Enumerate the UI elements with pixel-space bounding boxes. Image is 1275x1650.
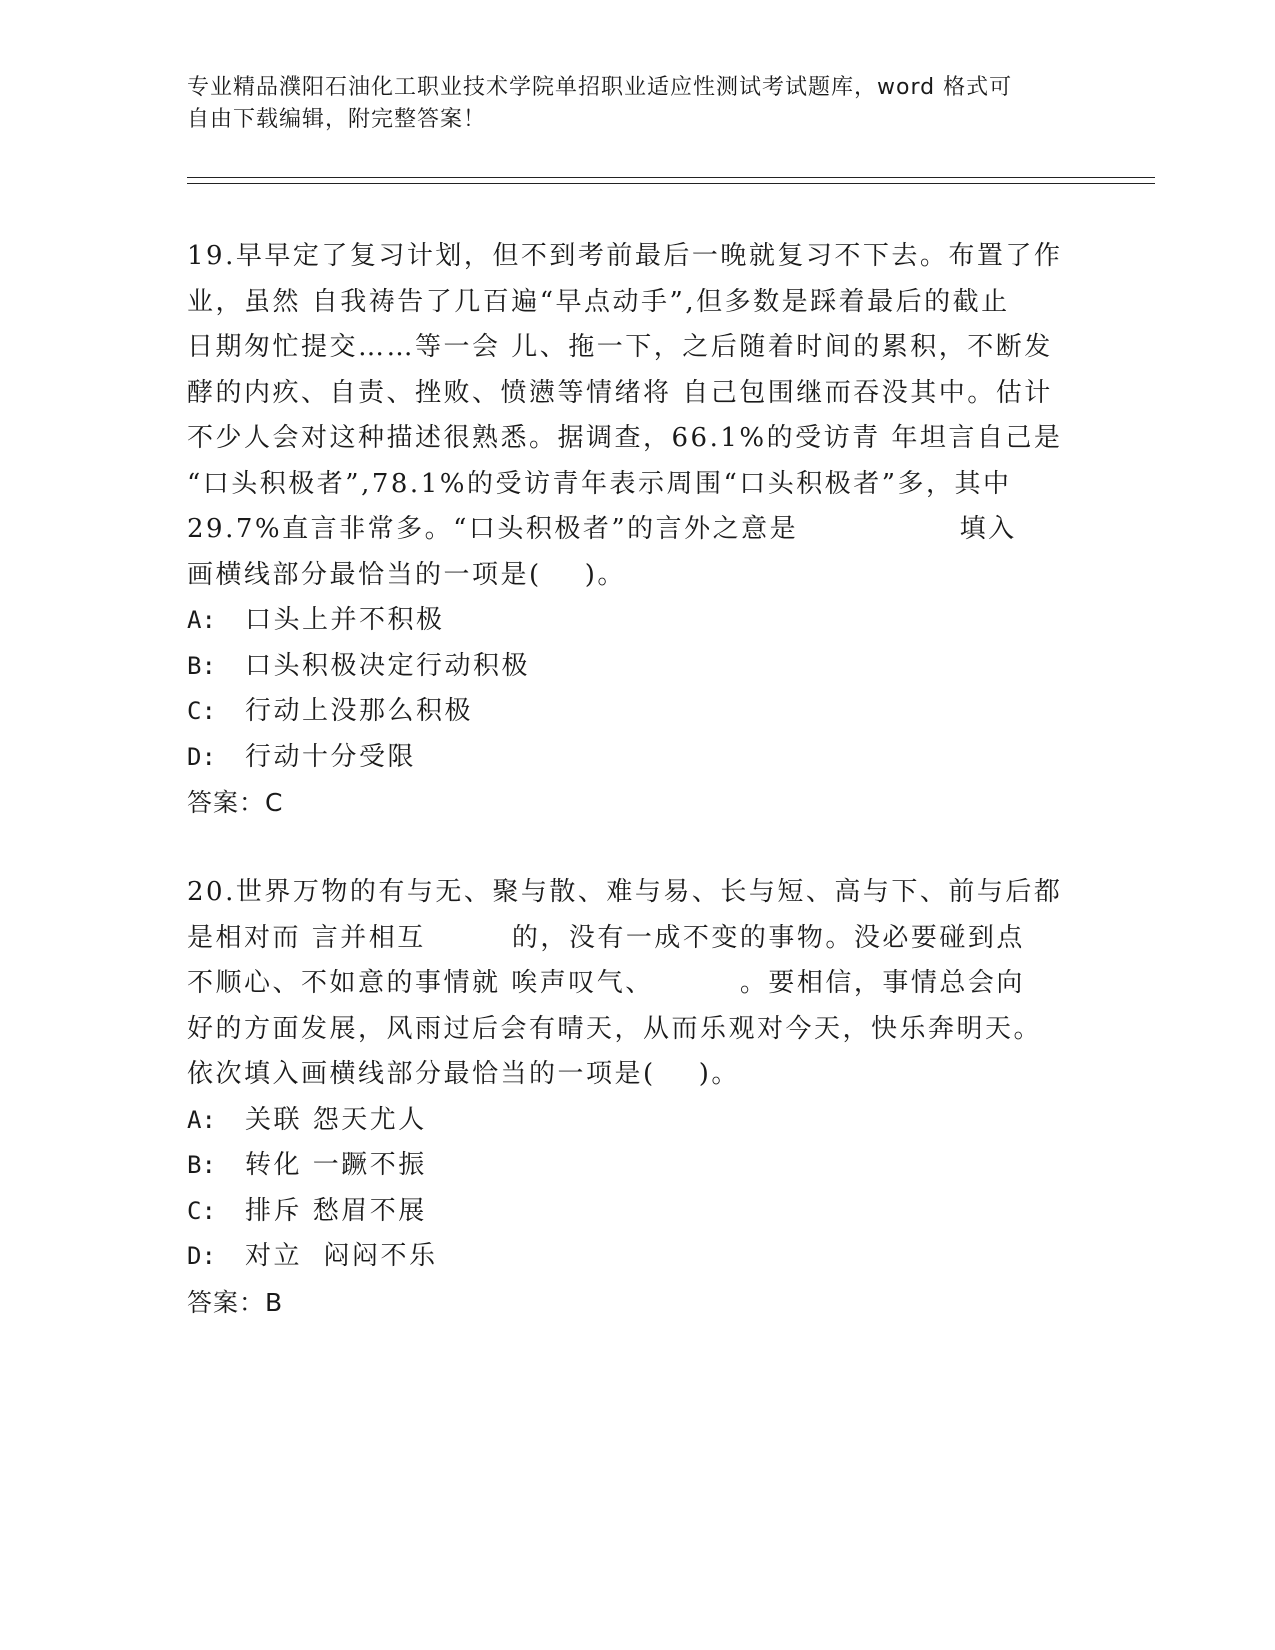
question-stem-line: 20.世界万物的有与无、聚与散、难与易、长与短、高与下、前与后都 (187, 877, 1063, 907)
header-divider-bottom (187, 183, 1155, 184)
option-letter: D: (187, 742, 216, 771)
question-stem-line: 不少人会对这种描述很熟悉。据调查，66.1%的受访青 年坦言自己是 (187, 423, 1063, 453)
question-stem-line: 是相对而 言并相互 的，没有一成不变的事物。没必要碰到点 (187, 922, 1025, 953)
option-letter: B: (187, 651, 216, 680)
option-letter: A: (187, 606, 216, 634)
question-stem-line: “口头积极者”,78.1%的受访青年表示周围“口头积极者”多，其中 (187, 468, 1012, 499)
question-20 (187, 870, 1087, 1325)
option-text: 关联 怨天尤人 (245, 1104, 427, 1135)
option-text: 口头积极决定行动积极 (245, 650, 531, 681)
option-text: 转化 一蹶不振 (245, 1150, 427, 1180)
answer-line: 答案：C (187, 788, 284, 817)
option-a (187, 1098, 1087, 1144)
option-text: 行动十分受限 (245, 741, 417, 772)
header-line-2: 自由下载编辑，附完整答案！ (187, 107, 487, 132)
option-d (187, 1234, 1087, 1280)
answer-line: 答案：B (187, 1287, 284, 1317)
option-b (187, 1143, 1087, 1189)
question-stem-line: 19.早早定了复习计划，但不到考前最后一晚就复习不下去。布置了作 (187, 241, 1063, 271)
question-19 (187, 234, 1087, 826)
option-b (187, 644, 1087, 690)
question-stem-line: 29.7%直言非常多。“口头积极者”的言外之意是 填入 (187, 514, 1017, 544)
option-letter: B: (187, 1151, 216, 1179)
question-stem-line: 酵的内疚、自责、挫败、愤懑等情绪将 自己包围继而吞没其中。估计 (187, 377, 1053, 408)
option-text: 对立 闷闷不乐 (245, 1241, 438, 1271)
option-letter: C: (187, 1196, 216, 1225)
option-letter: C: (187, 697, 216, 725)
option-text: 排斥 愁眉不展 (245, 1195, 427, 1226)
header-divider-top (187, 177, 1155, 178)
option-c (187, 1189, 1087, 1235)
option-c (187, 689, 1087, 735)
option-text: 口头上并不积极 (245, 605, 445, 635)
header-line-1: 专业精品濮阳石油化工职业技术学院单招职业适应性测试考试题库，word 格式可 (187, 75, 1013, 100)
question-stem-line: 依次填入画横线部分最恰当的一项是( )。 (187, 1059, 740, 1089)
option-text: 行动上没那么积极 (245, 696, 474, 726)
question-stem-line: 日期匆忙提交……等一会 儿、拖一下，之后随着时间的累积，不断发 (187, 332, 1053, 362)
question-stem-line: 不顺心、不如意的事情就 唉声叹气、 。要相信，事情总会向 (187, 968, 1025, 998)
option-a (187, 598, 1087, 644)
question-stem-line: 好的方面发展，风雨过后会有晴天，从而乐观对今天，快乐奔明天。 (187, 1013, 1043, 1044)
question-stem-line: 业，虽然 自我祷告了几百遍“早点动手”,但多数是踩着最后的截止 (187, 286, 1010, 317)
option-d (187, 735, 1087, 781)
question-stem-line: 画横线部分最恰当的一项是( )。 (187, 559, 626, 590)
option-letter: D: (187, 1242, 216, 1270)
document-header (187, 72, 1067, 136)
option-letter: A: (187, 1105, 216, 1134)
